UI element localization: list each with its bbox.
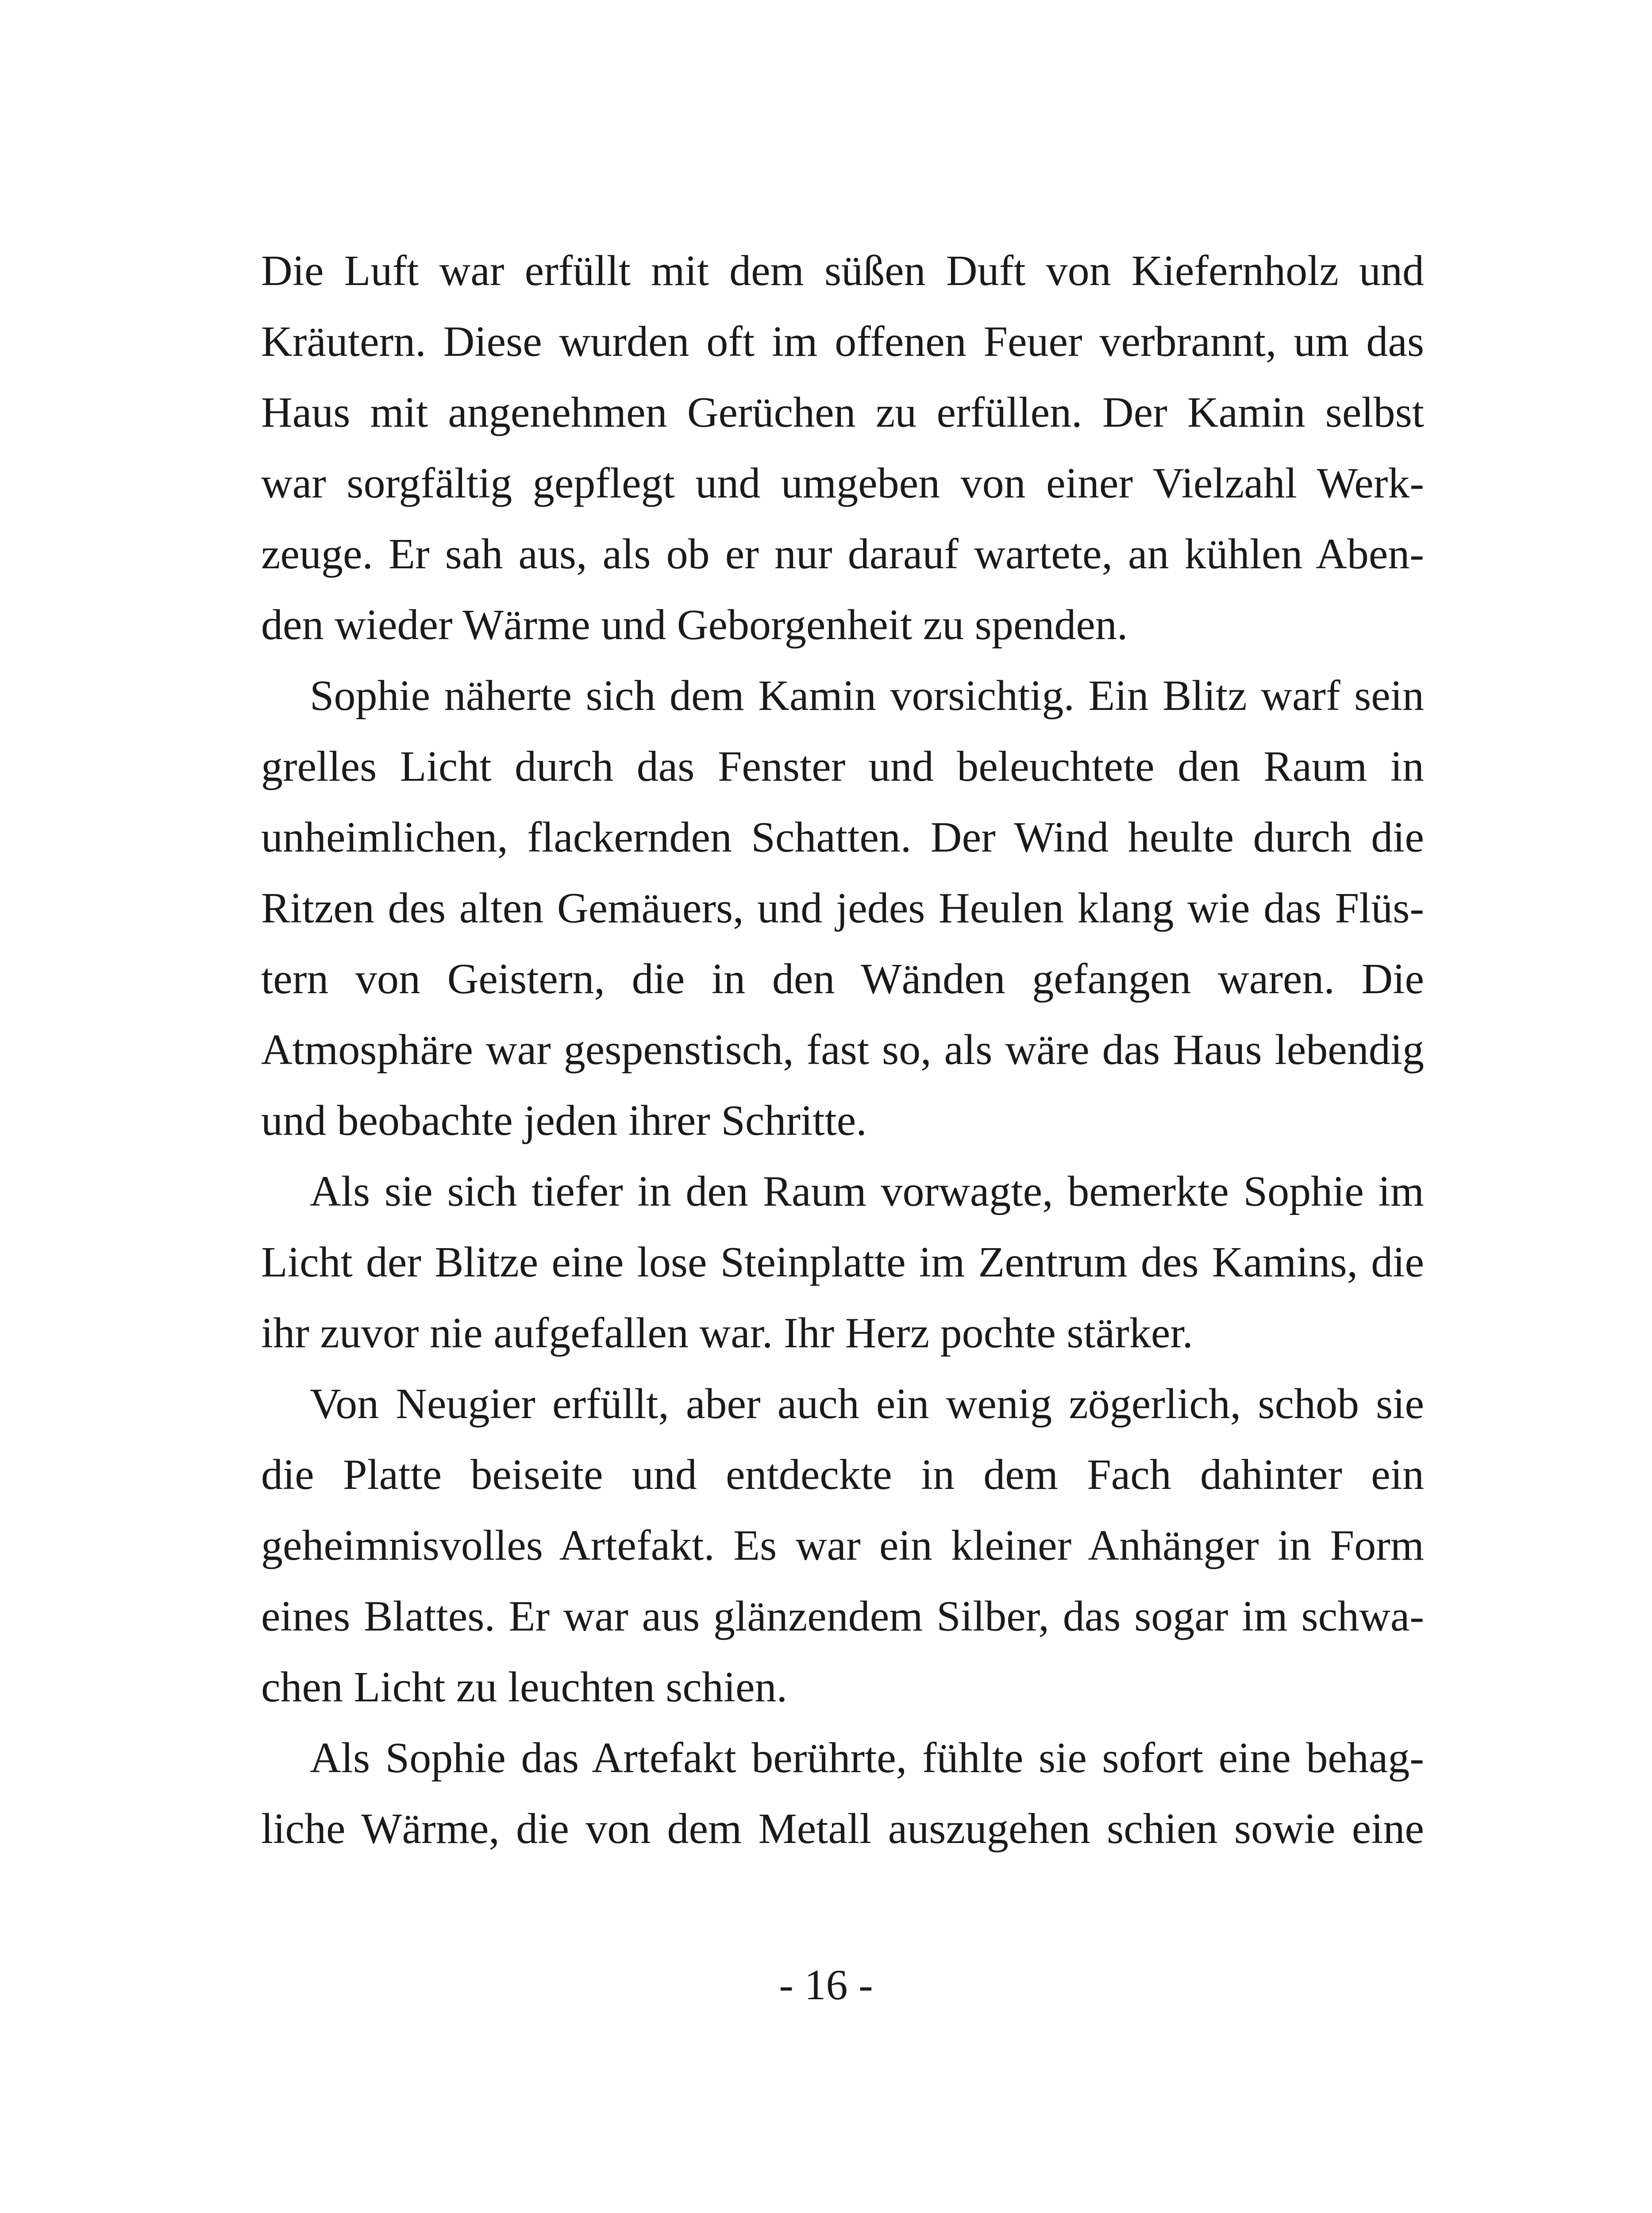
text-line: den wieder Wärme und Geborgenheit zu spenden.: [261, 601, 1128, 649]
text-line: eines Blattes. Er war aus glänzendem Silber, das sogar im schwa-: [261, 1592, 1424, 1640]
text-line: Ritzen des alten Gemäuers, und jedes Heulen klang wie das Flüs-: [261, 884, 1424, 932]
text-line: Die Luft war erfüllt mit dem süßen Duft von Kiefernholz und: [261, 247, 1424, 295]
text-line: die Platte beiseite und entdeckte in dem Fach dahinter ein: [261, 1451, 1424, 1499]
text-line: geheimnisvolles Artefakt. Es war ein kleiner Anhänger in Form: [261, 1522, 1424, 1569]
text-line: chen Licht zu leuchten schien.: [261, 1663, 788, 1711]
text-line: Licht der Blitze eine lose Steinplatte im Zentrum des Kamins, die: [261, 1238, 1424, 1286]
text-line: liche Wärme, die von dem Metall auszugehen schien sowie eine: [261, 1805, 1424, 1853]
text-line: Atmosphäre war gespenstisch, fast so, als wäre das Haus lebendig: [261, 1026, 1424, 1074]
text-line: Sophie näherte sich dem Kamin vorsichtig. Ein Blitz warf sein: [310, 672, 1424, 720]
text-line: Als sie sich tiefer in den Raum vorwagte, bemerkte Sophie im: [310, 1168, 1424, 1215]
text-line: Haus mit angenehmen Gerüchen zu erfüllen. Der Kamin selbst: [261, 389, 1424, 436]
text-line: Von Neugier erfüllt, aber auch ein wenig zögerlich, schob sie: [310, 1380, 1424, 1428]
text-line: war sorgfältig gepflegt und umgeben von einer Vielzahl Werk-: [261, 459, 1424, 507]
text-line: und beobachte jeden ihrer Schritte.: [261, 1097, 867, 1145]
text-line: tern von Geistern, die in den Wänden gefangen waren. Die: [261, 955, 1424, 1003]
text-line: ihr zuvor nie aufgefallen war. Ihr Herz pochte stärker.: [261, 1309, 1194, 1357]
text-line: grelles Licht durch das Fenster und beleuchtete den Raum in: [261, 743, 1424, 790]
text-line: zeuge. Er sah aus, als ob er nur darauf wartete, an kühlen Aben-: [261, 530, 1424, 578]
body-text: [261, 235, 1424, 1864]
text-line: Als Sophie das Artefakt berührte, fühlte sie sofort eine behag-: [310, 1734, 1424, 1782]
text-line: Kräutern. Diese wurden oft im offenen Feuer verbrannt, um das: [261, 318, 1424, 366]
page-number: - 16 -: [779, 1961, 873, 2009]
text-line: unheimlichen, flackernden Schatten. Der Wind heulte durch die: [261, 813, 1424, 861]
